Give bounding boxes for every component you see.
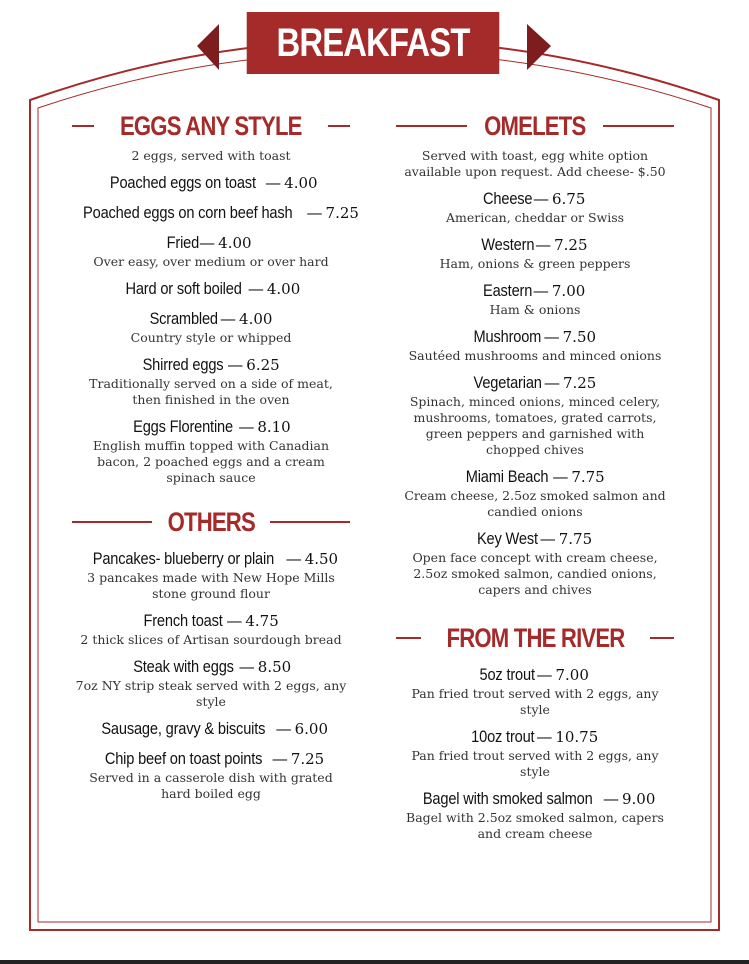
- menu-item-description: Open face concept with cream cheese, 2.5oz smoked salmon, candied onions, capers and chives: [412, 550, 658, 597]
- menu-item: [396, 372, 674, 458]
- menu-item-title: [72, 278, 350, 300]
- eggs-item-list: [72, 172, 359, 486]
- dash-separator: —: [199, 233, 216, 252]
- dash-separator: —: [535, 235, 552, 254]
- menu-item-description: 7oz NY strip steak served with 2 eggs, any style: [75, 678, 347, 709]
- menu-item-description: 3 pancakes made with New Hope Mills stone ground flour: [87, 570, 335, 601]
- dash-separator: —: [552, 467, 569, 486]
- menu-item: [396, 788, 674, 842]
- menu-item-description: Traditionally served on a side of meat, then finished in the oven: [89, 376, 333, 407]
- menu-item-name: Sausage, gravy & biscuits: [101, 719, 266, 738]
- dash-separator: —: [532, 281, 549, 300]
- menu-item: [72, 718, 350, 740]
- menu-item-price: 6.75: [552, 190, 586, 208]
- menu-item-title: [396, 726, 674, 748]
- dash-separator: —: [238, 417, 255, 436]
- menu-item-name: Steak with eggs: [132, 657, 234, 676]
- dash-separator: —: [271, 749, 288, 768]
- dash-separator: —: [247, 279, 264, 298]
- bottom-edge: [0, 960, 749, 964]
- menu-item-name: Vegetarian: [473, 373, 542, 392]
- menu-item: [396, 466, 674, 520]
- menu-item-title: [72, 610, 350, 632]
- menu-item-title: [72, 416, 350, 438]
- menu-item-description: Cream cheese, 2.5oz smoked salmon and candied onions: [404, 488, 666, 519]
- section-title: FROM THE RIVER: [446, 622, 624, 653]
- menu-item: [396, 528, 674, 598]
- divider: [650, 637, 675, 639]
- menu-item-price: 4.00: [218, 234, 252, 252]
- menu-item: [396, 726, 674, 780]
- dash-separator: —: [238, 657, 255, 676]
- menu-item-price: 8.10: [257, 418, 291, 436]
- right-column: [396, 108, 674, 842]
- divider: [72, 521, 152, 523]
- menu-item-description: Country style or whipped: [130, 330, 292, 345]
- menu-item-price: 4.50: [304, 550, 339, 568]
- section-header-eggs: [72, 108, 350, 144]
- menu-item-name: Miami Beach: [465, 467, 549, 486]
- menu-item-price: 7.00: [555, 666, 589, 684]
- menu-item: [72, 416, 350, 486]
- divider: [270, 521, 350, 523]
- menu-item-price: 7.00: [551, 282, 586, 300]
- menu-item-name: Key West: [476, 529, 538, 548]
- menu-item-title: [72, 718, 350, 740]
- menu-item-name: Poached eggs on corn beef hash: [83, 203, 293, 222]
- menu-item: [72, 548, 350, 602]
- dash-separator: —: [536, 665, 553, 684]
- dash-separator: —: [543, 327, 560, 346]
- dash-separator: —: [227, 355, 244, 374]
- menu-item-title: [396, 788, 674, 810]
- menu-item-description: Pan fried trout served with 2 eggs, any style: [411, 748, 659, 779]
- section-title: OMELETS: [484, 110, 586, 141]
- menu-item-name: Scrambled: [149, 309, 218, 328]
- menu-item-price: 7.25: [290, 750, 325, 768]
- menu-item-name: French toast: [143, 611, 223, 630]
- dash-separator: —: [220, 309, 237, 328]
- menu-item: [396, 188, 674, 226]
- section-header-river: [396, 620, 674, 656]
- menu-item-price: 4.00: [239, 310, 273, 328]
- menu-item-title: [72, 172, 350, 194]
- menu-item-name: Poached eggs on toast: [110, 173, 257, 192]
- menu-item-description: American, cheddar or Swiss: [445, 210, 625, 225]
- dash-separator: —: [265, 173, 282, 192]
- menu-item-price: 7.25: [562, 374, 597, 392]
- menu-item-name: Western: [480, 235, 534, 254]
- menu-item-price: 7.25: [325, 204, 359, 222]
- divider: [72, 125, 94, 127]
- menu-item-name: Pancakes- blueberry or plain: [92, 549, 274, 568]
- menu-item-name: Eggs Florentine: [133, 417, 234, 436]
- menu-item-title: [396, 372, 674, 394]
- menu-item-name: 5oz trout: [479, 665, 535, 684]
- dash-separator: —: [275, 719, 292, 738]
- divider: [603, 125, 674, 127]
- menu-item-title: [396, 234, 674, 256]
- left-column: [72, 108, 359, 802]
- menu-item-description: Sautéed mushrooms and minced onions: [408, 348, 662, 363]
- menu-item-price: 6.00: [294, 720, 328, 738]
- menu-item: [72, 308, 350, 346]
- menu-item-description: Ham, onions & green peppers: [439, 256, 631, 271]
- menu-item-name: Eastern: [482, 281, 532, 300]
- dash-separator: —: [543, 373, 560, 392]
- dash-separator: —: [533, 189, 549, 208]
- menu-item-title: [396, 188, 674, 210]
- menu-item-title: [396, 528, 674, 550]
- menu-item: [396, 664, 674, 718]
- dash-separator: —: [536, 727, 553, 746]
- menu-item-price: 7.25: [554, 236, 588, 254]
- divider: [396, 125, 467, 127]
- menu-item: [396, 280, 674, 318]
- menu-item-description: English muffin topped with Canadian bacon, 2 poached eggs and a cream spinach sauce: [92, 438, 330, 485]
- dash-separator: —: [539, 529, 556, 548]
- menu-item: [72, 656, 350, 710]
- menu-item-title: [72, 748, 350, 770]
- menu-item-description: 2 thick slices of Artisan sourdough bread: [80, 632, 342, 647]
- menu-item: [396, 326, 674, 364]
- section-header-others: [72, 504, 350, 540]
- menu-item-name: Hard or soft boiled: [125, 279, 242, 298]
- dash-separator: —: [603, 789, 619, 808]
- menu-item-price: 4.00: [266, 280, 301, 298]
- menu-item-title: [72, 308, 350, 330]
- menu-title: BREAKFAST: [276, 20, 470, 65]
- menu-item-title: [72, 202, 359, 224]
- menu-item: [72, 610, 350, 648]
- dash-separator: —: [306, 203, 323, 222]
- menu-item-name: Mushroom: [473, 327, 542, 346]
- menu-item-name: 10oz trout: [470, 727, 535, 746]
- menu-item-description: Served in a casserole dish with grated hard boiled egg: [89, 770, 333, 801]
- section-intro: Served with toast, egg white option available upon request. Add cheese- $.50: [404, 148, 666, 179]
- menu-item: [72, 202, 359, 224]
- menu-item-name: Chip beef on toast points: [104, 749, 263, 768]
- menu-item-price: 4.75: [245, 612, 279, 630]
- menu-item-name: Shirred eggs: [142, 355, 224, 374]
- menu-item: [72, 172, 350, 194]
- others-item-list: [72, 548, 350, 802]
- menu-item-price: 8.50: [257, 658, 292, 676]
- divider: [328, 125, 350, 127]
- menu-item-price: 4.00: [284, 174, 318, 192]
- section-title: OTHERS: [167, 506, 255, 537]
- menu-item: [72, 748, 350, 802]
- menu-item-description: Ham & onions: [489, 302, 581, 317]
- dash-separator: —: [226, 611, 243, 630]
- menu-item-name: Cheese: [482, 189, 532, 208]
- menu-item-name: Bagel with smoked salmon: [422, 789, 593, 808]
- menu-item-description: Spinach, minced onions, minced celery, mushrooms, tomatoes, grated carrots, green peppers and garnished with chopped chives: [409, 394, 661, 457]
- menu-item-title: [396, 466, 674, 488]
- menu-item: [72, 278, 350, 300]
- menu-item-price: 9.00: [622, 790, 656, 808]
- menu-item: [72, 232, 350, 270]
- section-intro: 2 eggs, served with toast: [131, 148, 291, 163]
- menu-title-banner: [247, 12, 500, 74]
- menu-item-title: [72, 548, 350, 570]
- menu-item-title: [396, 280, 674, 302]
- menu-item-description: Over easy, over medium or over hard: [93, 254, 329, 269]
- omelets-item-list: [396, 188, 674, 598]
- menu-item: [396, 234, 674, 272]
- menu-item-description: Pan fried trout served with 2 eggs, any style: [411, 686, 659, 717]
- menu-item-description: Bagel with 2.5oz smoked salmon, capers and cream cheese: [406, 810, 664, 841]
- menu-item-title: [72, 354, 350, 376]
- section-title: EGGS ANY STYLE: [120, 110, 302, 141]
- menu-item-title: [396, 664, 674, 686]
- menu-item-price: 6.25: [246, 356, 280, 374]
- section-header-omelets: [396, 108, 674, 144]
- menu-item-title: [396, 326, 674, 348]
- menu-item-title: [72, 656, 350, 678]
- menu-item-price: 7.75: [571, 468, 605, 486]
- menu-item-price: 7.50: [562, 328, 597, 346]
- menu-item-price: 7.75: [558, 530, 593, 548]
- menu-item-name: Fried: [167, 233, 200, 252]
- river-item-list: [396, 664, 674, 842]
- dash-separator: —: [285, 549, 302, 568]
- divider: [396, 637, 421, 639]
- menu-item-price: 10.75: [555, 728, 599, 746]
- menu-item-title: [72, 232, 350, 254]
- menu-item: [72, 354, 350, 408]
